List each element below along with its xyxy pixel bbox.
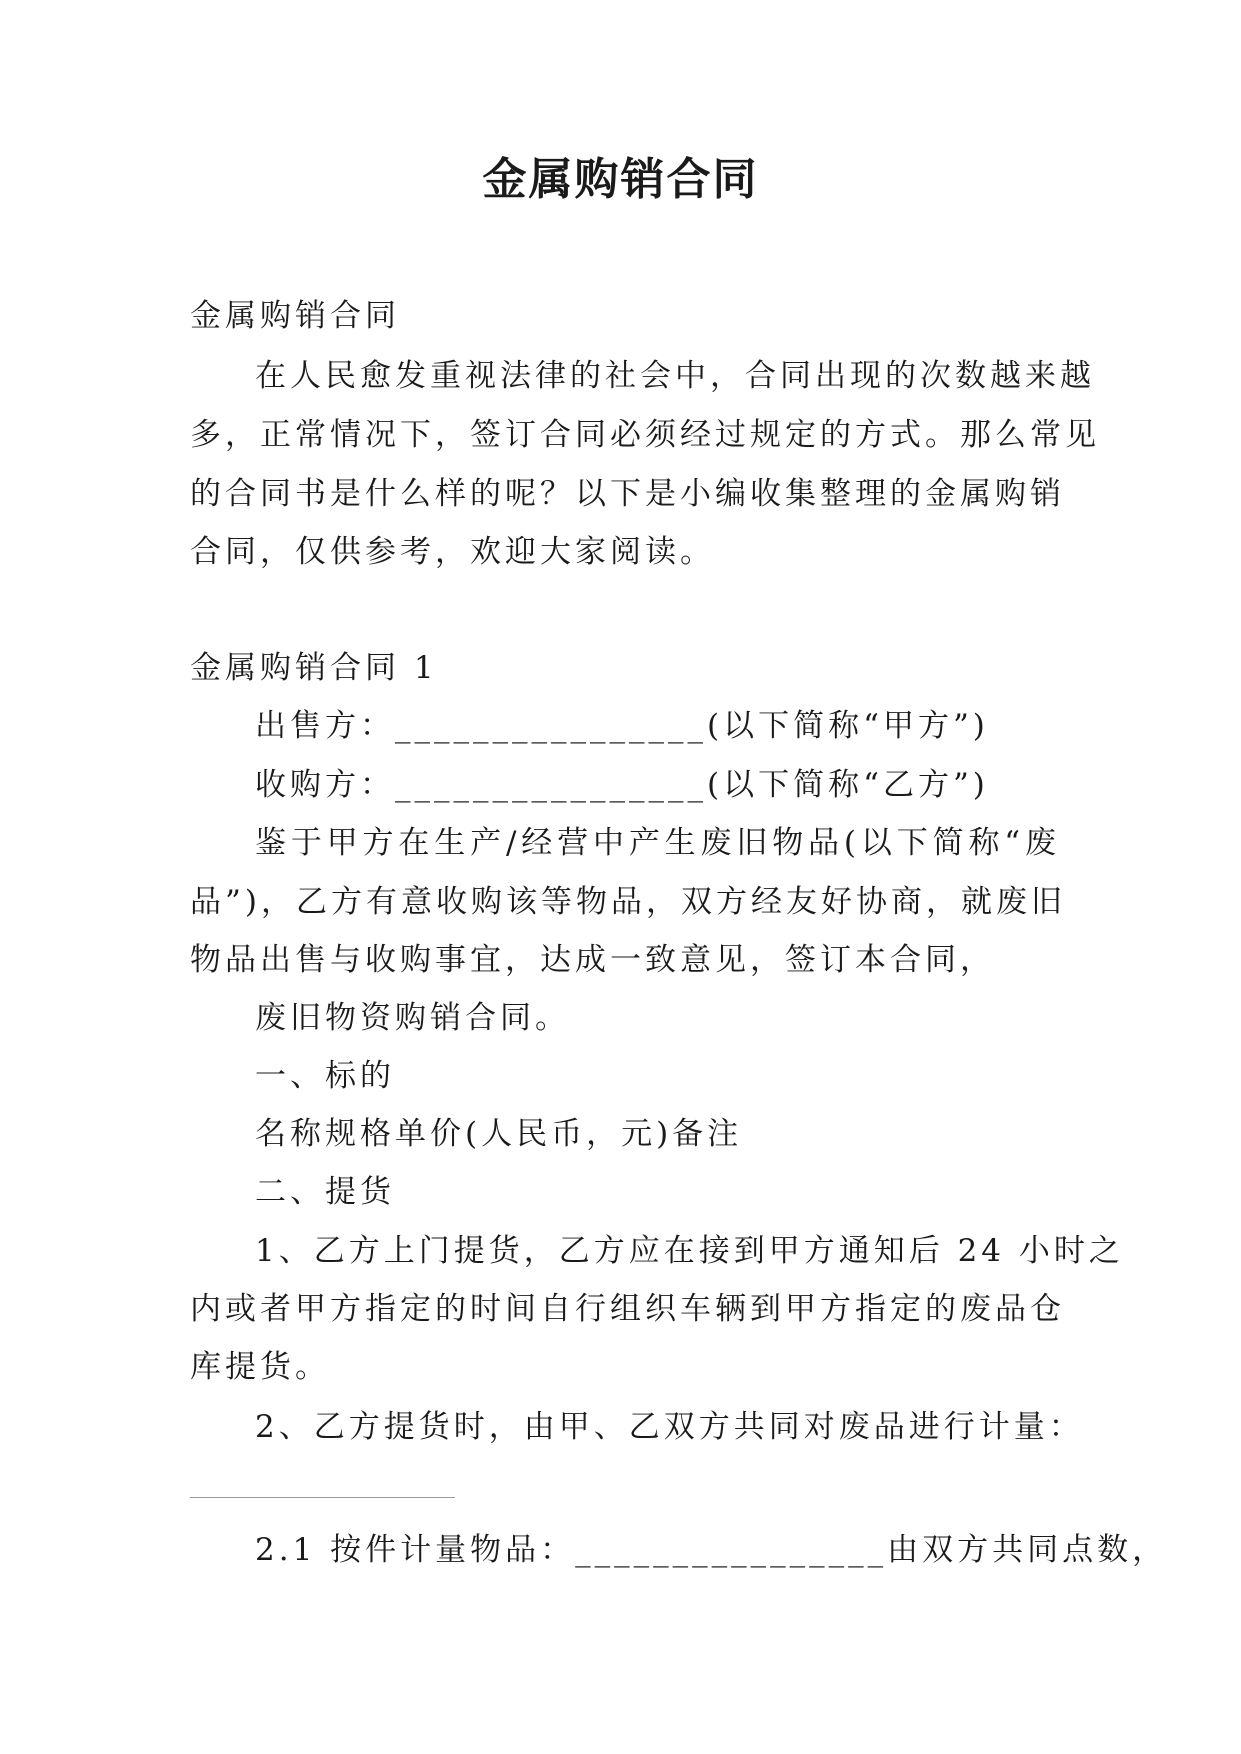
clause-2-1-line: 2.1 按件计量物品：________________由双方共同点数， (255, 1532, 1168, 1568)
intro-line-1: 在人民愈发重视法律的社会中，合同出现的次数越来越 (255, 358, 1095, 394)
clause-1-line-3: 库提货。 (190, 1349, 330, 1385)
footnote-separator (190, 1497, 455, 1498)
subject-columns-line: 名称规格单价(人民币，元)备注 (255, 1116, 743, 1152)
recital-line-2: 品”)，乙方有意收购该等物品，双方经友好协商，就废旧 (190, 884, 1066, 920)
subtitle-line: 金属购销合同 (190, 298, 400, 334)
contract-heading: 金属购销合同 1 (190, 650, 438, 686)
intro-line-4: 合同，仅供参考，欢迎大家阅读。 (190, 534, 715, 570)
buyer-line: 收购方：________________(以下简称“乙方”) (255, 767, 989, 803)
clause-1-line-2: 内或者甲方指定的时间自行组织车辆到甲方指定的废品仓 (190, 1291, 1065, 1327)
clause-1-line-1: 1、乙方上门提货，乙方应在接到甲方通知后 24 小时之 (255, 1233, 1124, 1269)
contract-name-line: 废旧物资购销合同。 (255, 1000, 570, 1036)
section-1-heading: 一、标的 (255, 1058, 395, 1094)
recital-line-1: 鉴于甲方在生产/经营中产生废旧物品(以下简称“废 (255, 825, 1060, 861)
recital-line-3: 物品出售与收购事宜，达成一致意见，签订本合同， (190, 942, 995, 978)
document-title: 金属购销合同 (482, 154, 759, 205)
intro-line-2: 多，正常情况下，签订合同必须经过规定的方式。那么常见 (190, 417, 1100, 453)
clause-2-line: 2、乙方提货时，由甲、乙双方共同对废品进行计量： (255, 1409, 1084, 1445)
section-2-heading: 二、提货 (255, 1174, 395, 1210)
seller-line: 出售方：________________(以下简称“甲方”) (255, 708, 989, 744)
intro-line-3: 的合同书是什么样的呢？以下是小编收集整理的金属购销 (190, 476, 1065, 512)
